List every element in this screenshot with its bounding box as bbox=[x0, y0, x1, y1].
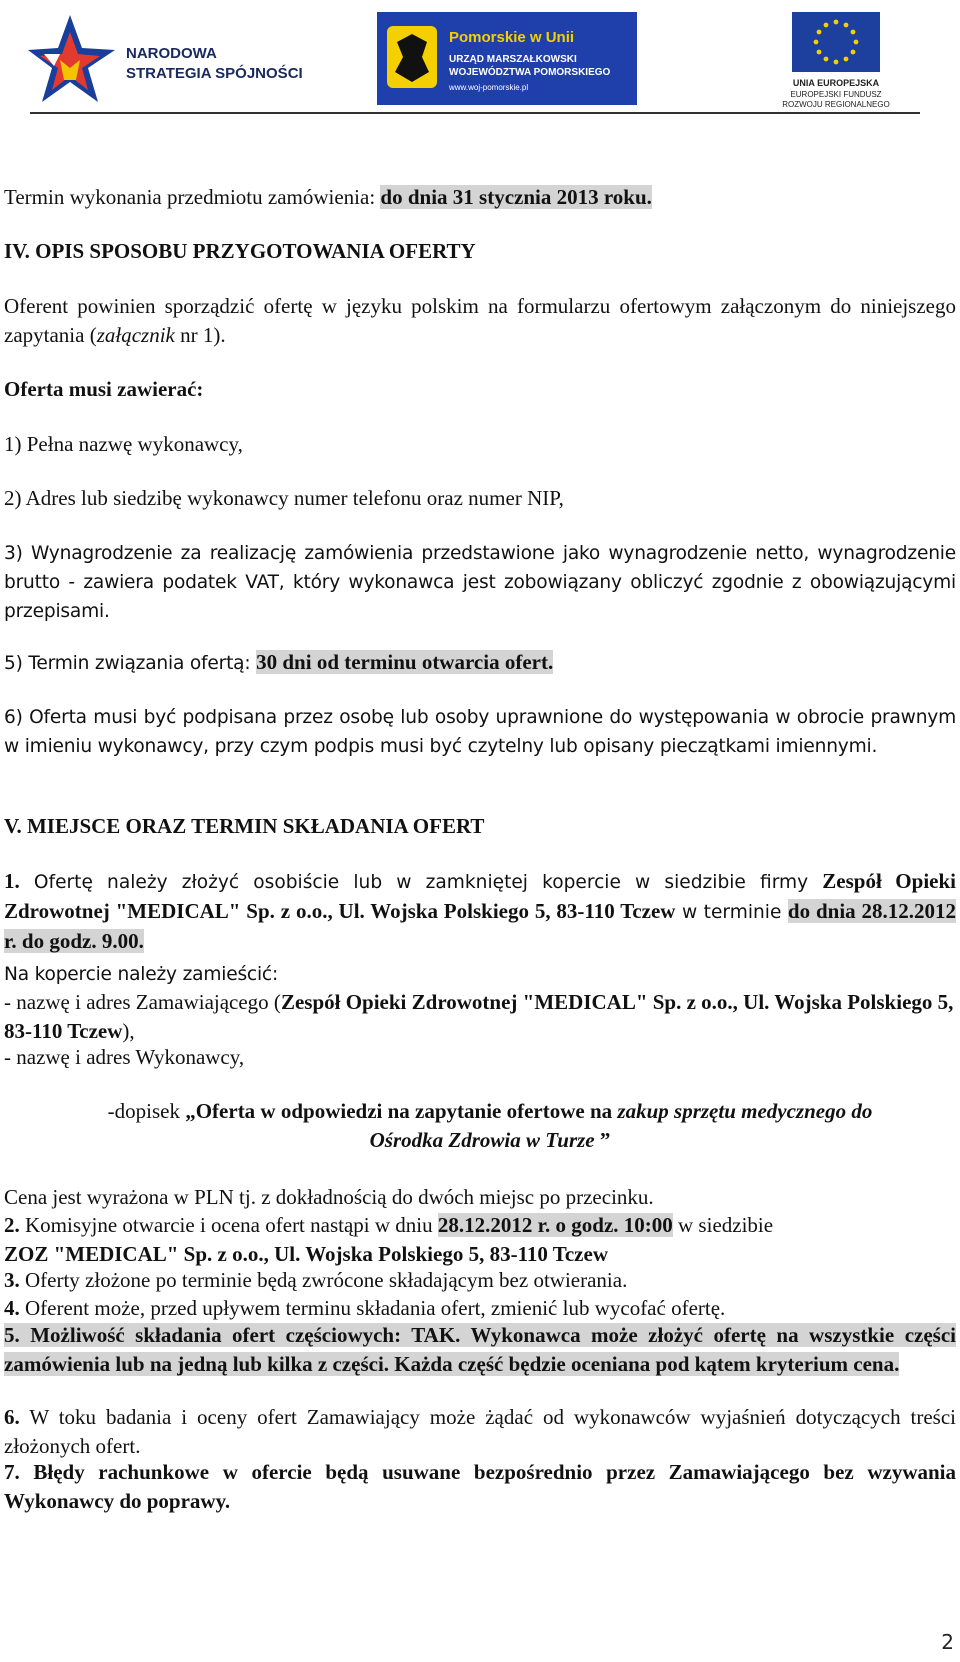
list-item-6: 6) Oferta musi być podpisana przez osobę lub osoby uprawnione do występowania w obrocie prawnym w imieniu wykonawcy, przy czym podpis musi być czytelny lub opisany pieczątkami imiennymi. bbox=[4, 707, 956, 757]
dopisek: -dopisek „Oferta w odpowiedzi na zapytanie ofertowe na zakup sprzętu medycznego do Ośrodka Zdrowia w Turze ” bbox=[107, 1099, 873, 1152]
eu-line3: ROZWOJU REGIONALNEGO bbox=[782, 100, 890, 109]
eu-flag-icon bbox=[770, 8, 910, 118]
envelope-item-2: - nazwę i adres Wykonawcy, bbox=[4, 1045, 245, 1069]
section4-heading: IV. OPIS SPOSOBU PRZYGOTOWANIA OFERTY bbox=[4, 239, 476, 263]
griffin-icon bbox=[377, 12, 637, 105]
nss-line1: NARODOWA bbox=[126, 45, 217, 62]
envelope-item-1: - nazwę i adres Zamawiającego (Zespół Opieki Zdrowotnej "MEDICAL" Sp. z o.o., Ul. Wojska Polskiego 5, 83-110 Tczew), bbox=[4, 990, 954, 1043]
list-item-3: 3) Wynagrodzenie za realizację zamówienia przedstawione jako wynagrodzenie netto, wynagrodzenie brutto - zawiera podatek VAT, który wykonawca jest zobowiązany obliczyć zgodnie z obowiązującymi przepisami. bbox=[4, 543, 956, 622]
list-item-2: 2) Adres lub siedzibę wykonawcy numer telefonu oraz numer NIP, bbox=[4, 486, 564, 510]
eu-line2: EUROPEJSKI FUNDUSZ bbox=[790, 90, 882, 99]
section4-intro: Oferent powinien sporządzić ofertę w języku polskim na formularzu ofertowym załączonym do niniejszego zapytania (załącznik nr 1). bbox=[4, 294, 956, 347]
pom-line1: URZĄD MARSZAŁKOWSKI bbox=[449, 54, 577, 65]
page-number: 2 bbox=[941, 1630, 954, 1654]
nss-logo bbox=[30, 10, 303, 110]
section5-p4: 4. Oferent może, przed upływem terminu składania ofert, zmienić lub wycofać ofertę. bbox=[4, 1296, 726, 1320]
termin-line bbox=[4, 183, 956, 212]
price-note: Cena jest wyrażona w PLN tj. z dokładnością do dwóch miejsc po przecinku. bbox=[4, 1185, 654, 1209]
section5-p5: 5. Możliwość składania ofert częściowych: TAK. Wykonawca może złożyć ofertę na wszystkie części zamówienia lub na jedną lub kilka z części. Każda część będzie oceniana pod kątem kryterium cena. bbox=[4, 1323, 956, 1376]
must-contain-label: Oferta musi zawierać: bbox=[4, 377, 204, 401]
section5-p1: 1. Ofertę należy złożyć osobiście lub w zamkniętej kopercie w siedzibie firmy Zespół Opieki Zdrowotnej "MEDICAL" Sp. z o.o., Ul. Wojska Polskiego 5, 83-110 Tczew w terminie do dnia 28.12.2012 r. do godz. 9.00. bbox=[4, 869, 957, 953]
pom-line2: WOJEWÓDZTWA POMORSKIEGO bbox=[449, 67, 611, 78]
nss-line2: STRATEGIA SPÓJNOŚCI bbox=[126, 65, 303, 82]
envelope-label: Na kopercie należy zamieścić: bbox=[4, 964, 279, 985]
section5-heading: V. MIEJSCE ORAZ TERMIN SKŁADANIA OFERT bbox=[4, 814, 485, 838]
list-item-1: 1) Pełna nazwę wykonawcy, bbox=[4, 432, 243, 456]
list-item-5: 5) Termin związania ofertą: 30 dni od terminu otwarcia ofert. bbox=[4, 650, 554, 674]
nss-star-icon bbox=[30, 10, 303, 110]
pom-url: www.woj-pomorskie.pl bbox=[449, 83, 529, 92]
section5-p7: 7. Błędy rachunkowe w ofercie będą usuwane bezpośrednio przez Zamawiającego bez wzywania Wykonawcy do poprawy. bbox=[4, 1460, 956, 1513]
eu-line1: UNIA EUROPEJSKA bbox=[792, 78, 880, 88]
eu-logo bbox=[770, 8, 910, 118]
termin-label: Termin wykonania przedmiotu zamówienia: bbox=[4, 185, 381, 209]
pom-title: Pomorskie w Unii bbox=[449, 29, 575, 46]
section5-p6: 6. W toku badania i oceny ofert Zamawiający może żądać od wykonawców wyjaśnień dotyczących treści złożonych ofert. bbox=[4, 1405, 956, 1458]
pomorskie-logo bbox=[377, 12, 637, 105]
termin-value: do dnia 31 stycznia 2013 roku. bbox=[380, 185, 652, 209]
section5-p3: 3. Oferty złożone po terminie będą zwrócone składającym bez otwierania. bbox=[4, 1268, 628, 1292]
header-divider bbox=[30, 112, 920, 114]
section5-p2: 2. Komisyjne otwarcie i ocena ofert nastąpi w dniu 28.12.2012 r. o godz. 10:00 w siedzibie ZOZ "MEDICAL" Sp. z o.o., Ul. Wojska Polskiego 5, 83-110 Tczew bbox=[4, 1213, 774, 1266]
